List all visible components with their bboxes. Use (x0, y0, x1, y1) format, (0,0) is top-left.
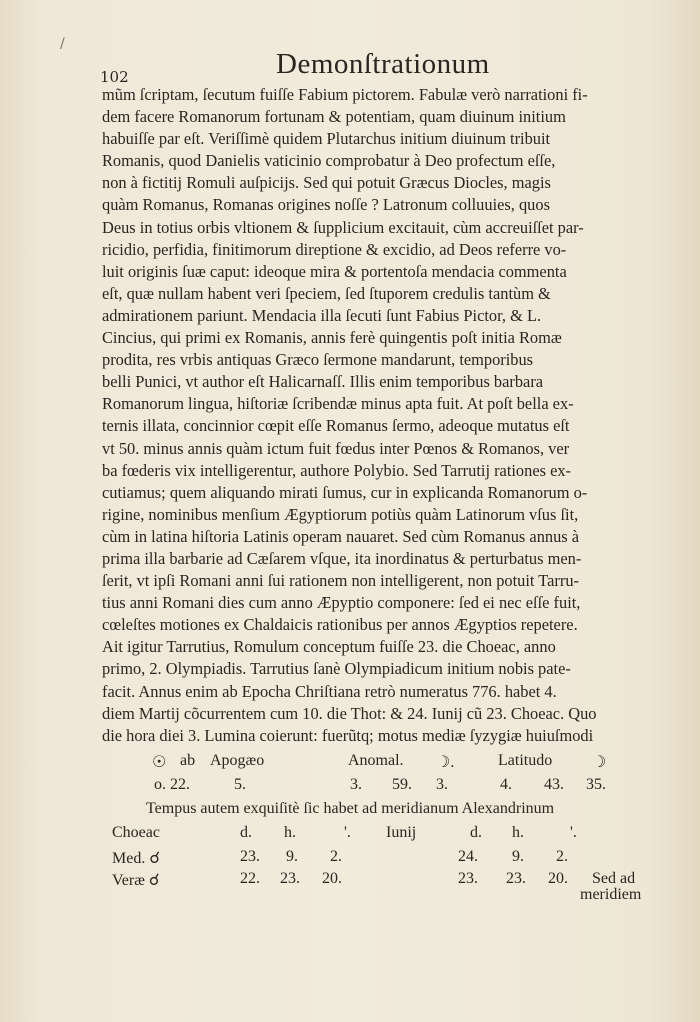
astro-value: 35. (586, 776, 606, 793)
text-line: diem Martij cõcurrentem cum 10. die Thot: & 24. Iunij cũ 23. Choeac. Quo (102, 703, 597, 723)
astro-value: o. 22. (154, 776, 190, 793)
text-line: admirationem pariunt. Mendacia illa ſecuti ſunt Fabius Pictor, & L. (102, 305, 542, 325)
table-cell: 23. (280, 870, 300, 887)
table-header-cell: '. (344, 824, 351, 841)
astro-header-anomal: Anomal. (348, 752, 404, 769)
text-line: cœleſtes motiones ex Chaldaicis rationibus per annos Ægyptios repetere. (102, 615, 578, 635)
moon-symbol: ☽ (592, 754, 607, 771)
text-line: primo, 2. Olympiadis. Tarrutius ſanè Olympiadicum initium nobis pate- (102, 659, 571, 679)
row-label: Veræ ☌ (112, 872, 160, 889)
text-line: Ait igitur Tarrutius, Romulum conceptum fuiſſe 23. die Choeac, anno (102, 637, 556, 657)
table-row (0, 848, 700, 870)
text-line: vt 50. minus annis quàm ictum fuit fœdus inter Pœnos & Romanos, ver (102, 438, 570, 458)
text-line: eſt, quæ nullam habent veri ſpeciem, ſed ſtuporem credulis tantùm & (102, 283, 551, 303)
text-line: ſerit, vt ipſi Romani anni ſui rationem non intelligerent, non potuit Tarru- (102, 571, 579, 591)
table-cell: 2. (556, 848, 568, 865)
table-cell: 9. (286, 848, 298, 865)
text-line: prima illa barbarie ad Cæſarem vſque, ita inordinatus & perturbatus men- (102, 548, 582, 568)
text-line: luit originis ſuæ caput: ideoque mira & portentoſa mendacia commenta (102, 261, 567, 281)
running-title: Demonſtrationum (276, 48, 490, 80)
time-table-header (0, 824, 700, 846)
moon-symbol: ☽. (436, 754, 455, 771)
astro-value: 4. (500, 776, 512, 793)
text-line: dem facere Romanorum fortunam & potentiam, quam diuinum initium (102, 107, 566, 127)
table-cell: 20. (322, 870, 342, 887)
catchword-row (0, 886, 700, 908)
page-header (96, 48, 656, 86)
text-line: die hora diei 3. Lumina coierunt: fuerũtq; motus mediæ ſyzygiæ huiuſmodi (102, 725, 594, 745)
table-header-cell: d. (470, 824, 482, 841)
text-line: ricidio, perfidia, finitimorum direptione & excidio, ad Deos referre vo- (102, 239, 567, 259)
text-line: cutiamus; quem aliquando mirati ſumus, cur in explicanda Romanorum o- (102, 482, 588, 502)
text-line: ternis illata, concinnior cœpit eſſe Romanus ſermo, adeoque mutatus eſt (102, 416, 570, 436)
astro-header-latitudo: Latitudo (498, 752, 553, 769)
text-line: Romanis, quod Danielis vaticinio comprobatur à Deo profectum eſſe, (102, 151, 556, 171)
catchword: meridiem (580, 886, 642, 903)
text-line: facit. Annus enim ab Epocha Chriſtiana retrò numeratus 776. habet 4. (102, 681, 557, 701)
astro-values-row (0, 776, 700, 798)
margin-mark: / (60, 36, 65, 52)
table-header-cell: Choeac (112, 824, 160, 841)
time-note: Tempus autem exquiſitè ſic habet ad meridianum Alexandrinum (146, 800, 555, 817)
table-cell: 23. (506, 870, 526, 887)
text-line: non à fictitij Romuli auſpicijs. Sed qui potuit Græcus Diocles, magis (102, 173, 551, 193)
astro-value: 43. (544, 776, 564, 793)
text-line: belli Punici, vt author eſt Halicarnaſſ. Illis enim temporibus barbara (102, 372, 544, 392)
table-header-cell: '. (570, 824, 577, 841)
text-line: ba fœderis vix intelligerentur, authore Polybio. Sed Tarrutij rationes ex- (102, 460, 572, 480)
astro-value: 5. (234, 776, 246, 793)
text-line: Cincius, qui primi ex Romanis, annis ferè quingentis poſt initia Romæ (102, 328, 562, 348)
table-cell: 22. (240, 870, 260, 887)
table-header-cell: Iunij (386, 824, 417, 841)
table-header-cell: d. (240, 824, 252, 841)
table-tail-text: Sed ad (592, 870, 636, 887)
table-cell: 23. (458, 870, 478, 887)
text-line: prodita, res vrbis antiquas Græco ſermone mandarunt, temporibus (102, 350, 534, 370)
table-header-cell: h. (512, 824, 524, 841)
text-line: Deus in totius orbis vltionem & ſupplicium excitauit, cùm accreuiſſet par- (102, 217, 584, 237)
text-line: quàm Romanus, Romanas origines noſſe ? Latronum colluuies, quos (102, 195, 550, 215)
sun-symbol: ☉ (152, 754, 167, 771)
page-number: 102 (100, 68, 129, 86)
text-line: mũm ſcriptam, ſecutum fuiſſe Fabium pictorem. Fabulæ verò narrationi fi- (102, 85, 588, 104)
text-line: rigine, nominibus menſium Ægyptiorum potiùs quàm Latinorum vſus ſit, (102, 504, 579, 524)
table-cell: 24. (458, 848, 478, 865)
body-text (102, 84, 650, 747)
text-line: Romanorum lingua, hiſtoriæ ſcribendæ minus apta fuit. At poſt bella ex- (102, 394, 574, 414)
astro-header-ab: ab (180, 752, 196, 769)
table-cell: 2. (330, 848, 342, 865)
table-cell: 23. (240, 848, 260, 865)
table-cell: 20. (548, 870, 568, 887)
text-line: tius anni Romani dies cum anno Æpyptio componere: ſed ei nec eſſe fuit, (102, 593, 581, 613)
astro-value: 3. (350, 776, 362, 793)
row-label: Med. ☌ (112, 850, 161, 867)
astro-value: 3. (436, 776, 448, 793)
astro-header-apogaeo: Apogæo (210, 752, 265, 769)
astro-header-row (0, 752, 700, 774)
astro-value: 59. (392, 776, 412, 793)
text-line: habuiſſe par eſt. Veriſſimè quidem Plutarchus initium diuinum tribuit (102, 129, 551, 149)
table-header-cell: h. (284, 824, 296, 841)
table-cell: 9. (512, 848, 524, 865)
text-line: cùm in latina hiſtoria Latinis operam nauaret. Sed cùm Romanus annus à (102, 526, 580, 546)
